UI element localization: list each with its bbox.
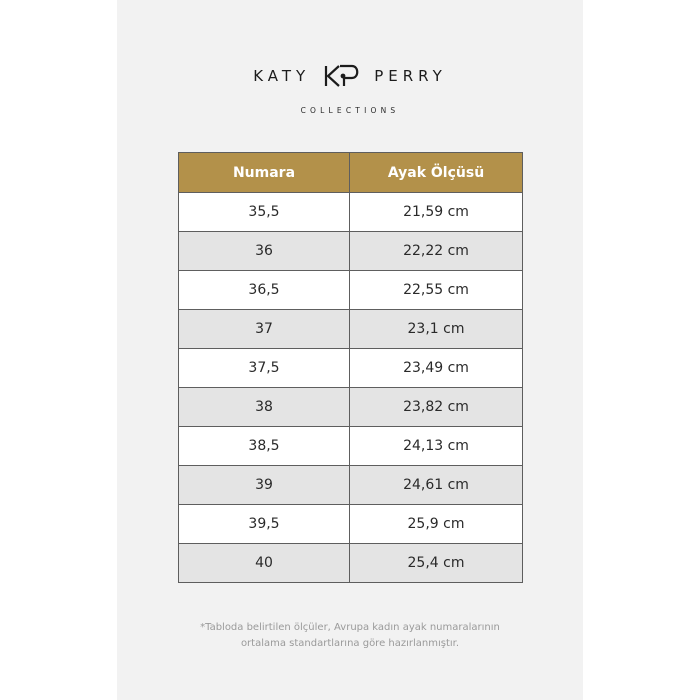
footnote-line-2: ortalama standartlarına göre hazırlanmıştır. [240, 638, 460, 649]
table-row [179, 271, 523, 310]
cell-numara: 38 [179, 388, 350, 427]
cell-numara: 40 [179, 544, 350, 583]
table-row [179, 388, 523, 427]
cell-ayak-olcusu: 24,13 cm [350, 427, 523, 466]
brand-name-left: KATY [253, 67, 311, 85]
cell-ayak-olcusu: 22,55 cm [350, 271, 523, 310]
table-row [179, 505, 523, 544]
header-numara: Numara [179, 153, 350, 193]
brand-header [117, 62, 583, 122]
cell-ayak-olcusu: 25,4 cm [350, 544, 523, 583]
cell-ayak-olcusu: 23,82 cm [350, 388, 523, 427]
header-ayak-olcusu: Ayak Ölçüsü [350, 153, 523, 193]
cell-numara: 37 [179, 310, 350, 349]
footnote-line-1: *Tabloda belirtilen ölçüler, Avrupa kadın ayak numaralarının [200, 622, 500, 633]
cell-ayak-olcusu: 25,9 cm [350, 505, 523, 544]
cell-ayak-olcusu: 21,59 cm [350, 193, 523, 232]
cell-numara: 35,5 [179, 193, 350, 232]
brand-subtitle: COLLECTIONS [300, 106, 400, 115]
cell-ayak-olcusu: 23,49 cm [350, 349, 523, 388]
cell-numara: 36 [179, 232, 350, 271]
cell-numara: 36,5 [179, 271, 350, 310]
cell-ayak-olcusu: 23,1 cm [350, 310, 523, 349]
table-header-row [179, 153, 523, 193]
table-row [179, 310, 523, 349]
kp-monogram-icon [322, 62, 362, 90]
cell-numara: 39 [179, 466, 350, 505]
cell-numara: 37,5 [179, 349, 350, 388]
size-table-body [179, 193, 523, 583]
table-row [179, 427, 523, 466]
table-row [179, 544, 523, 583]
table-row [179, 232, 523, 271]
table-row [179, 349, 523, 388]
cell-ayak-olcusu: 24,61 cm [350, 466, 523, 505]
size-table [178, 152, 523, 583]
cell-numara: 38,5 [179, 427, 350, 466]
table-row [179, 466, 523, 505]
footnote [117, 620, 583, 652]
size-chart-page [117, 0, 583, 700]
cell-ayak-olcusu: 22,22 cm [350, 232, 523, 271]
brand-name-right: PERRY [374, 67, 447, 85]
cell-numara: 39,5 [179, 505, 350, 544]
brand-logo-row [117, 62, 583, 90]
table-row [179, 193, 523, 232]
